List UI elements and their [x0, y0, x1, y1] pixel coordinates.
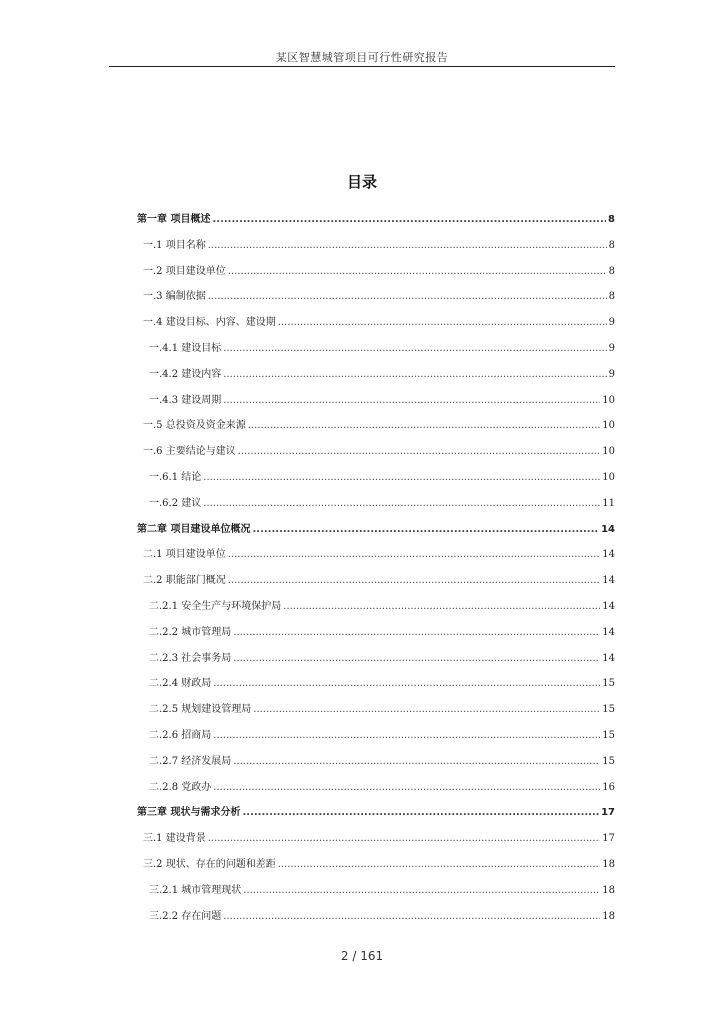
toc-entry-page: 15	[602, 704, 615, 716]
toc-entry-label: 一.4.3 建设周期	[149, 394, 222, 406]
toc-entry-page: 15	[602, 755, 615, 767]
toc-entry-label: 二.2 职能部门概况	[143, 575, 226, 587]
toc-entry[interactable]	[137, 599, 615, 625]
toc-entry-page: 9	[608, 317, 615, 329]
toc-entry-label: 一.5 总投资及资金来源	[143, 420, 246, 432]
toc-dot-leader	[228, 547, 601, 563]
toc-dot-leader	[208, 831, 601, 847]
toc-dot-leader	[203, 496, 600, 512]
toc-entry-label: 一.6.1 结论	[149, 471, 202, 483]
toc-entry-label: 一.4 建设目标、内容、建设期	[143, 317, 276, 329]
toc-entry[interactable]	[137, 212, 615, 238]
toc-entry-page: 14	[602, 626, 615, 638]
toc-entry[interactable]	[137, 496, 615, 522]
toc-entry-page: 14	[602, 575, 615, 587]
toc-entry-page: 9	[608, 368, 615, 380]
toc-entry-page: 10	[602, 420, 615, 432]
toc-entry[interactable]	[137, 857, 615, 883]
toc-entry[interactable]	[137, 418, 615, 444]
toc-entry[interactable]	[137, 780, 615, 806]
toc-entry[interactable]	[137, 883, 615, 909]
toc-entry-page: 9	[608, 342, 615, 354]
toc-entry-page: 10	[602, 471, 615, 483]
toc-entry[interactable]	[137, 315, 615, 341]
toc-entry-page: 14	[602, 600, 615, 612]
toc-entry-label: 三.1 建设背景	[143, 833, 206, 845]
toc-entry[interactable]	[137, 238, 615, 264]
toc-dot-leader	[252, 522, 599, 538]
toc-entry-label: 三.2 现状、存在的问题和差距	[143, 858, 276, 870]
toc-entry[interactable]	[137, 470, 615, 496]
toc-entry-label: 一.3 编制依据	[143, 291, 206, 303]
toc-entry[interactable]	[137, 728, 615, 754]
toc-dot-leader	[213, 728, 600, 744]
toc-dot-leader	[283, 599, 600, 615]
toc-entry-label: 一.4.2 建设内容	[149, 368, 222, 380]
toc-entry-page: 11	[602, 497, 615, 509]
toc-entry-label: 二.2.6 招商局	[149, 729, 212, 741]
toc-entry-label: 二.2.3 社会事务局	[149, 652, 232, 664]
toc-entry-label: 二.2.2 城市管理局	[149, 626, 232, 638]
toc-entry[interactable]	[137, 547, 615, 573]
toc-entry-page: 18	[602, 884, 615, 896]
toc-entry-page: 10	[602, 446, 615, 458]
toc-dot-leader	[212, 212, 606, 228]
toc-entry-label: 二.1 项目建设单位	[143, 549, 226, 561]
toc-dot-leader	[253, 702, 600, 718]
toc-dot-leader	[233, 651, 600, 667]
toc-dot-leader	[243, 883, 600, 899]
page-number: 2 / 161	[340, 949, 384, 963]
toc-entry-label: 二.2.4 财政局	[149, 678, 212, 690]
toc-entry-page: 14	[602, 652, 615, 664]
toc-entry-page: 14	[601, 523, 615, 535]
toc-title: 目录	[346, 173, 377, 191]
toc-entry-label: 一.1 项目名称	[143, 239, 206, 251]
toc-entry-label: 一.2 项目建设单位	[143, 265, 226, 277]
toc-entry[interactable]	[137, 444, 615, 470]
toc-dot-leader	[278, 315, 607, 331]
toc-entry[interactable]	[137, 754, 615, 780]
toc-dot-leader	[208, 289, 607, 305]
toc-dot-leader	[248, 418, 601, 434]
toc-entry-label: 二.2.1 安全生产与环境保护局	[149, 600, 282, 612]
toc-entry[interactable]	[137, 651, 615, 677]
toc-entry-page: 8	[608, 239, 615, 251]
toc-entry[interactable]	[137, 676, 615, 702]
toc-entry-page: 16	[602, 781, 615, 793]
page-header-title: 某区智慧城管项目可行性研究报告	[275, 51, 449, 64]
toc-entry[interactable]	[137, 341, 615, 367]
header-divider	[109, 66, 615, 67]
toc-dot-leader	[208, 238, 607, 254]
toc-entry-page: 10	[602, 394, 615, 406]
toc-dot-leader	[233, 754, 600, 770]
toc-entry[interactable]	[137, 831, 615, 857]
toc-entry-label: 一.6.2 建议	[149, 497, 202, 509]
toc-entry-page: 8	[608, 265, 615, 277]
toc-entry[interactable]	[137, 702, 615, 728]
toc-entry-page: 15	[602, 729, 615, 741]
toc-dot-leader	[242, 805, 599, 821]
toc-entry-label: 一.4.1 建设目标	[149, 342, 222, 354]
toc-dot-leader	[223, 909, 600, 925]
toc-entry[interactable]	[137, 805, 615, 831]
toc-entry-page: 17	[601, 807, 615, 819]
toc-entry[interactable]	[137, 367, 615, 393]
toc-entry[interactable]	[137, 264, 615, 290]
toc-entry-page: 14	[602, 549, 615, 561]
toc-entry-label: 第一章 项目概述	[137, 214, 211, 225]
toc-entry-page: 15	[602, 678, 615, 690]
toc-entry-label: 二.2.5 规划建设管理局	[149, 704, 252, 716]
toc-dot-leader	[223, 367, 606, 383]
toc-entry-label: 二.2.8 党政办	[149, 781, 212, 793]
toc-dot-leader	[223, 393, 600, 409]
toc-entry-label: 三.2.2 存在问题	[149, 910, 222, 922]
toc-entry-label: 三.2.1 城市管理现状	[149, 884, 242, 896]
toc-dot-leader	[228, 573, 601, 589]
table-of-contents	[137, 212, 615, 934]
toc-dot-leader	[203, 470, 600, 486]
toc-entry[interactable]	[137, 573, 615, 599]
toc-entry-page: 18	[602, 910, 615, 922]
toc-entry-label: 第三章 现状与需求分析	[137, 807, 241, 819]
toc-entry-page: 8	[608, 214, 615, 225]
toc-entry-page: 18	[602, 858, 615, 870]
toc-dot-leader	[228, 264, 607, 280]
toc-dot-leader	[213, 676, 600, 692]
toc-entry-label: 二.2.7 经济发展局	[149, 755, 232, 767]
toc-dot-leader	[278, 857, 601, 873]
toc-entry[interactable]	[137, 909, 615, 935]
toc-dot-leader	[238, 444, 601, 460]
toc-entry-page: 8	[608, 291, 615, 303]
toc-entry[interactable]	[137, 393, 615, 419]
toc-dot-leader	[223, 341, 606, 357]
toc-dot-leader	[233, 625, 600, 641]
toc-entry-label: 第二章 项目建设单位概况	[137, 523, 251, 535]
toc-entry[interactable]	[137, 522, 615, 548]
toc-entry[interactable]	[137, 625, 615, 651]
toc-entry-page: 17	[602, 833, 615, 845]
toc-dot-leader	[213, 780, 600, 796]
toc-entry[interactable]	[137, 289, 615, 315]
toc-entry-label: 一.6 主要结论与建议	[143, 446, 236, 458]
